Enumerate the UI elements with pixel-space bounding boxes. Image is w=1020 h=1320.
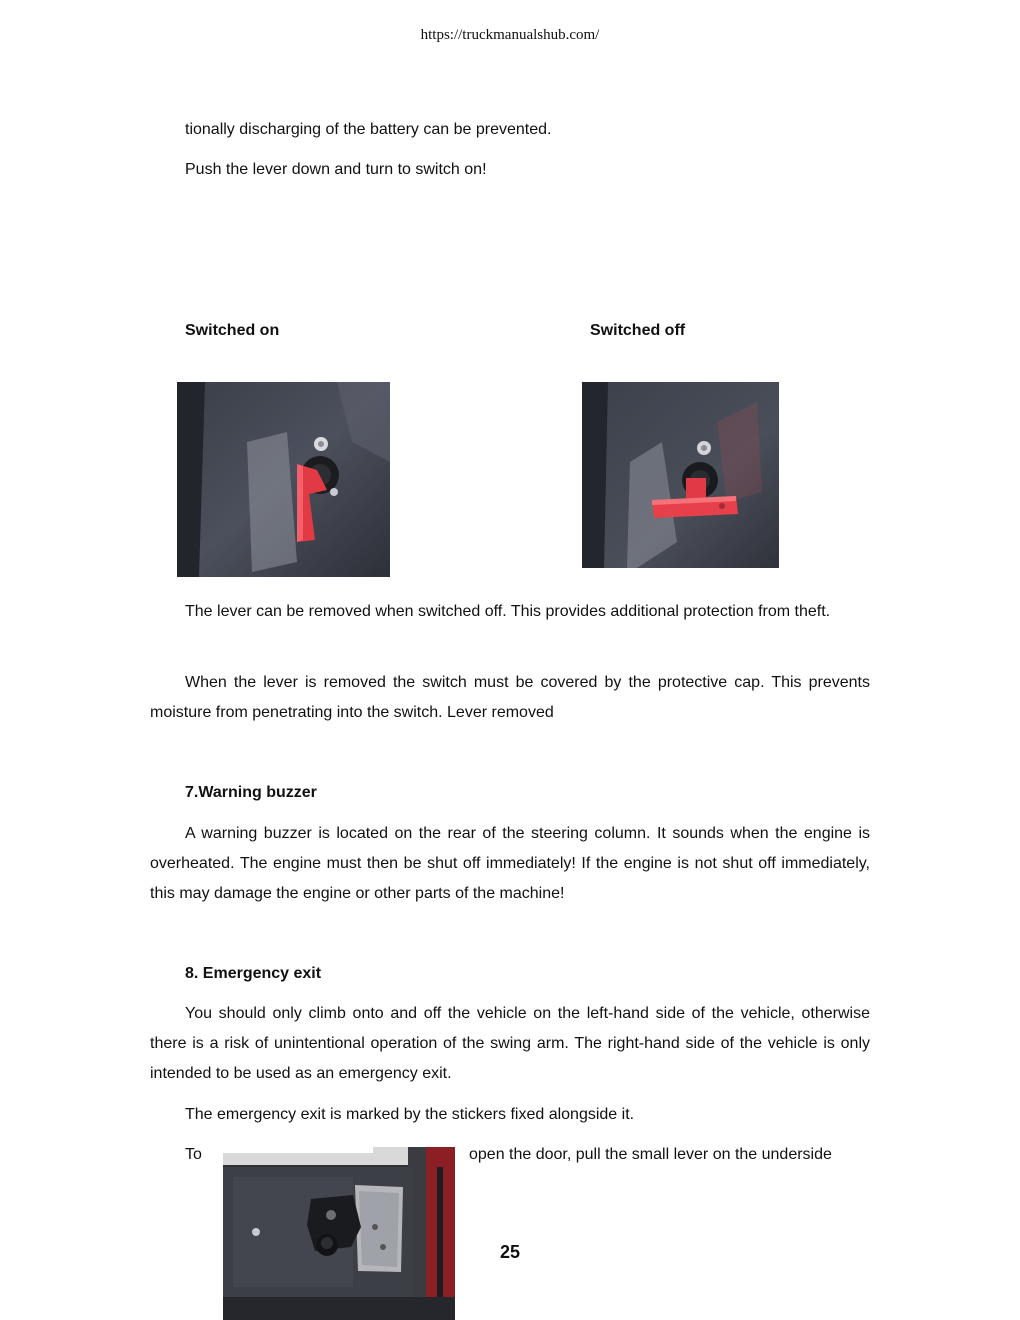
intro-line-2: Push the lever down and turn to switch on! <box>185 161 487 178</box>
section-8-heading: 8. Emergency exit <box>185 965 322 982</box>
protective-cap-paragraph: When the lever is removed the switch must be covered by the protective cap. This prevents moisture from penetrating into the switch. Lever removed <box>150 674 870 721</box>
source-url[interactable]: https://truckmanualshub.com/ <box>420 27 600 43</box>
section-8-last-line-start: To <box>185 1146 202 1163</box>
switched-on-label: Switched on <box>185 322 280 339</box>
section-8-body-1: You should only climb onto and off the vehicle on the left-hand side of the vehicle, otherwise there is a risk of unintentional operation of the swing arm. The right-hand side of the vehicle is only intended to be used as an emergency exit. <box>150 1005 870 1082</box>
switched-on-photo <box>177 382 390 577</box>
section-8-last-line-end: open the door, pull the small lever on the underside <box>469 1146 832 1163</box>
page-number: 25 <box>499 1242 521 1262</box>
switched-off-photo <box>582 382 779 568</box>
section-7-body: A warning buzzer is located on the rear of the steering column. It sounds when the engine is overheated. The engine must then be shut off immediately! If the engine is not shut off immediately, this may damage the engine or other parts of the machine! <box>150 825 870 902</box>
switched-off-label: Switched off <box>590 322 686 339</box>
section-8-body-2: The emergency exit is marked by the stickers fixed alongside it. <box>185 1106 635 1123</box>
lever-removal-paragraph: The lever can be removed when switched off. This provides additional protection from theft. <box>185 603 831 620</box>
intro-line-1: tionally discharging of the battery can be prevented. <box>185 121 552 138</box>
door-latch-photo <box>223 1147 455 1320</box>
section-7-heading: 7.Warning buzzer <box>185 784 317 801</box>
